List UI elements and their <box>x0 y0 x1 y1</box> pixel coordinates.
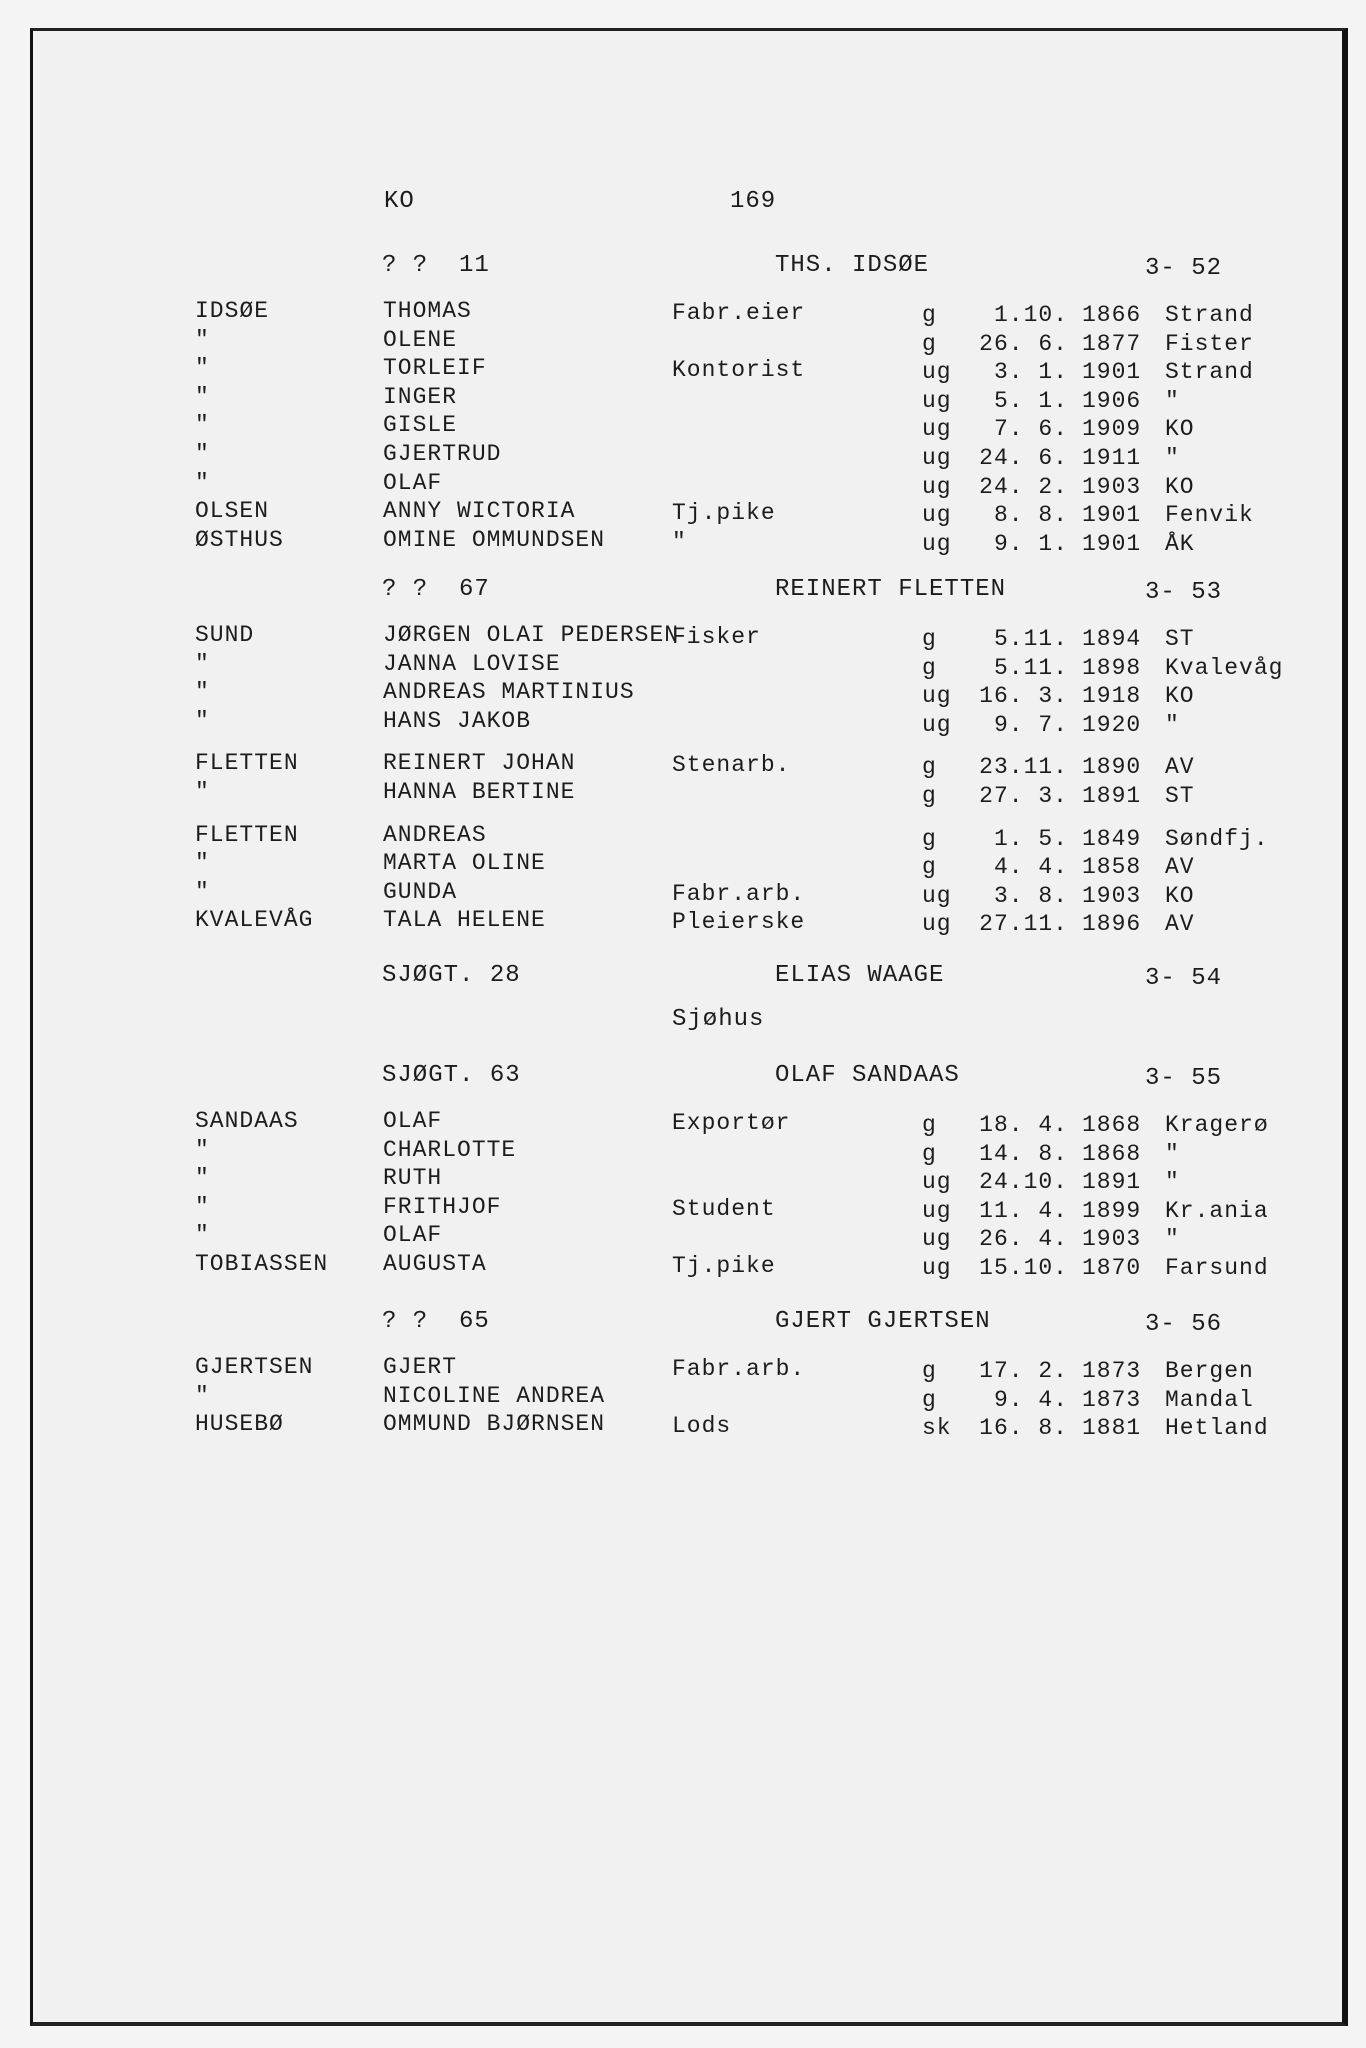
surname-cell: " <box>195 384 210 410</box>
birth-date-cell: 27.11. <box>979 911 1068 937</box>
surname-cell: " <box>195 1222 210 1248</box>
given-name-cell: REINERT JOHAN <box>383 750 576 776</box>
page-number: 169 <box>730 188 777 215</box>
occupation-cell: Fabr.eier <box>672 300 806 326</box>
occupation-cell: Kontorist <box>672 357 806 383</box>
birthplace-cell: " <box>1165 388 1180 414</box>
birth-date-cell: 5.11. <box>993 626 1068 652</box>
birthplace-cell: ST <box>1165 626 1195 652</box>
birthplace-cell: " <box>1165 1141 1180 1167</box>
given-name-cell: GISLE <box>383 412 458 438</box>
birth-date-cell: 1. 5. <box>993 826 1068 852</box>
marital-status-cell: g <box>922 626 937 652</box>
occupation-cell: " <box>672 529 687 555</box>
block-code: 3- 55 <box>1145 1065 1223 1092</box>
birth-date-cell: 24. 6. <box>979 445 1068 471</box>
birth-date-cell: 9. 4. <box>993 1387 1068 1413</box>
birthplace-cell: Strand <box>1165 359 1254 385</box>
birth-date-cell: 5.11. <box>993 655 1068 681</box>
birth-date-cell: 15.10. <box>979 1255 1068 1281</box>
birth-year-cell: 1898 <box>1082 655 1142 681</box>
surname-cell: SUND <box>195 622 255 648</box>
birth-year-cell: 1918 <box>1082 683 1142 709</box>
surname-cell: IDSØE <box>195 298 270 324</box>
given-name-cell: GUNDA <box>383 879 458 905</box>
marital-status-cell: ug <box>922 683 952 709</box>
marital-status-cell: ug <box>922 712 952 738</box>
given-name-cell: OLAF <box>383 470 443 496</box>
given-name-cell: OLAF <box>383 1222 443 1248</box>
given-name-cell: GJERTRUD <box>383 441 502 467</box>
marital-status-cell: g <box>922 1112 937 1138</box>
surname-cell: " <box>195 879 210 905</box>
birthplace-cell: KO <box>1165 416 1195 442</box>
surname-cell: FLETTEN <box>195 822 299 848</box>
birth-date-cell: 16. 3. <box>979 683 1068 709</box>
block-address: ? ? 67 <box>382 576 490 603</box>
birth-date-cell: 5. 1. <box>993 388 1068 414</box>
surname-cell: " <box>195 651 210 677</box>
marital-status-cell: g <box>922 302 937 328</box>
birth-date-cell: 26. 4. <box>979 1226 1068 1252</box>
birth-date-cell: 7. 6. <box>993 416 1068 442</box>
birth-date-cell: 27. 3. <box>979 783 1068 809</box>
given-name-cell: OMINE OMMUNDSEN <box>383 527 606 553</box>
birthplace-cell: Kragerø <box>1165 1112 1269 1138</box>
marital-status-cell: g <box>922 854 937 880</box>
birthplace-cell: ST <box>1165 783 1195 809</box>
block-owner: OLAF SANDAAS <box>775 1062 960 1089</box>
birthplace-cell: " <box>1165 1226 1180 1252</box>
birth-date-cell: 24.10. <box>979 1169 1068 1195</box>
block-code: 3- 54 <box>1145 965 1223 992</box>
birth-date-cell: 26. 6. <box>979 331 1068 357</box>
block-code: 3- 52 <box>1145 255 1223 282</box>
surname-cell: " <box>195 779 210 805</box>
given-name-cell: ANDREAS <box>383 822 487 848</box>
birth-year-cell: 1903 <box>1082 883 1142 909</box>
birthplace-cell: " <box>1165 445 1180 471</box>
birth-year-cell: 1911 <box>1082 445 1142 471</box>
block-owner: GJERT GJERTSEN <box>775 1308 991 1335</box>
birth-date-cell: 9. 7. <box>993 712 1068 738</box>
birth-year-cell: 1873 <box>1082 1387 1142 1413</box>
birth-date-cell: 14. 8. <box>979 1141 1068 1167</box>
birthplace-cell: Søndfj. <box>1165 826 1269 852</box>
marital-status-cell: ug <box>922 445 952 471</box>
given-name-cell: ANDREAS MARTINIUS <box>383 679 635 705</box>
surname-cell: SANDAAS <box>195 1108 299 1134</box>
surname-cell: ØSTHUS <box>195 527 284 553</box>
marital-status-cell: g <box>922 754 937 780</box>
birth-year-cell: 1868 <box>1082 1141 1142 1167</box>
given-name-cell: NICOLINE ANDREA <box>383 1383 606 1409</box>
surname-cell: KVALEVÅG <box>195 907 314 933</box>
birth-year-cell: 1903 <box>1082 474 1142 500</box>
marital-status-cell: ug <box>922 883 952 909</box>
birthplace-cell: AV <box>1165 911 1195 937</box>
marital-status-cell: g <box>922 1387 937 1413</box>
birth-date-cell: 11. 4. <box>979 1198 1068 1224</box>
birth-date-cell: 3. 1. <box>993 359 1068 385</box>
birth-date-cell: 9. 1. <box>993 531 1068 557</box>
birth-year-cell: 1890 <box>1082 754 1142 780</box>
surname-cell: " <box>195 1194 210 1220</box>
block-address: ? ? 11 <box>382 252 490 279</box>
surname-cell: " <box>195 1383 210 1409</box>
marital-status-cell: g <box>922 1141 937 1167</box>
surname-cell: " <box>195 327 210 353</box>
given-name-cell: HANNA BERTINE <box>383 779 576 805</box>
block-code: 3- 56 <box>1145 1311 1223 1338</box>
birth-date-cell: 17. 2. <box>979 1358 1068 1384</box>
surname-cell: " <box>195 1165 210 1191</box>
birth-year-cell: 1849 <box>1082 826 1142 852</box>
birth-year-cell: 1906 <box>1082 388 1142 414</box>
birth-year-cell: 1901 <box>1082 531 1142 557</box>
block-owner: ELIAS WAAGE <box>775 962 945 989</box>
block-address: SJØGT. 28 <box>382 962 521 989</box>
marital-status-cell: ug <box>922 502 952 528</box>
occupation-cell: Pleierske <box>672 909 806 935</box>
given-name-cell: OMMUND BJØRNSEN <box>383 1411 606 1437</box>
block-address: ? ? 65 <box>382 1308 490 1335</box>
occupation-cell: Stenarb. <box>672 752 791 778</box>
marital-status-cell: ug <box>922 1226 952 1252</box>
given-name-cell: INGER <box>383 384 458 410</box>
birth-year-cell: 1858 <box>1082 854 1142 880</box>
birth-year-cell: 1877 <box>1082 331 1142 357</box>
surname-cell: GJERTSEN <box>195 1354 314 1380</box>
occupation-cell: Fisker <box>672 624 761 650</box>
birth-date-cell: 8. 8. <box>993 502 1068 528</box>
marital-status-cell: ug <box>922 388 952 414</box>
marital-status-cell: g <box>922 783 937 809</box>
birth-year-cell: 1891 <box>1082 1169 1142 1195</box>
birthplace-cell: KO <box>1165 883 1195 909</box>
block-note: Sjøhus <box>672 1006 765 1033</box>
birthplace-cell: Kr.ania <box>1165 1198 1269 1224</box>
birth-year-cell: 1896 <box>1082 911 1142 937</box>
surname-cell: " <box>195 470 210 496</box>
birthplace-cell: AV <box>1165 854 1195 880</box>
birthplace-cell: KO <box>1165 474 1195 500</box>
birth-year-cell: 1909 <box>1082 416 1142 442</box>
given-name-cell: MARTA OLINE <box>383 850 546 876</box>
given-name-cell: ANNY WICTORIA <box>383 498 576 524</box>
surname-cell: FLETTEN <box>195 750 299 776</box>
birthplace-cell: Fister <box>1165 331 1254 357</box>
surname-cell: " <box>195 708 210 734</box>
birthplace-cell: ÅK <box>1165 531 1195 557</box>
birth-year-cell: 1901 <box>1082 502 1142 528</box>
surname-cell: " <box>195 850 210 876</box>
occupation-cell: Tj.pike <box>672 500 776 526</box>
block-address: SJØGT. 63 <box>382 1062 521 1089</box>
marital-status-cell: ug <box>922 359 952 385</box>
birth-date-cell: 16. 8. <box>979 1415 1068 1441</box>
given-name-cell: HANS JAKOB <box>383 708 532 734</box>
given-name-cell: JANNA LOVISE <box>383 651 561 677</box>
birth-date-cell: 3. 8. <box>993 883 1068 909</box>
birth-year-cell: 1873 <box>1082 1358 1142 1384</box>
occupation-cell: Fabr.arb. <box>672 1356 806 1382</box>
birth-year-cell: 1866 <box>1082 302 1142 328</box>
given-name-cell: FRITHJOF <box>383 1194 502 1220</box>
given-name-cell: TORLEIF <box>383 355 487 381</box>
block-code: 3- 53 <box>1145 579 1223 606</box>
marital-status-cell: ug <box>922 531 952 557</box>
birthplace-cell: Kvalevåg <box>1165 655 1284 681</box>
birth-date-cell: 18. 4. <box>979 1112 1068 1138</box>
birthplace-cell: " <box>1165 712 1180 738</box>
occupation-cell: Fabr.arb. <box>672 881 806 907</box>
marital-status-cell: ug <box>922 1255 952 1281</box>
given-name-cell: CHARLOTTE <box>383 1137 517 1163</box>
birthplace-cell: " <box>1165 1169 1180 1195</box>
marital-status-cell: ug <box>922 474 952 500</box>
occupation-cell: Tj.pike <box>672 1253 776 1279</box>
birthplace-cell: Bergen <box>1165 1358 1254 1384</box>
surname-cell: " <box>195 441 210 467</box>
marital-status-cell: ug <box>922 911 952 937</box>
birth-year-cell: 1920 <box>1082 712 1142 738</box>
marital-status-cell: g <box>922 655 937 681</box>
birth-year-cell: 1901 <box>1082 359 1142 385</box>
surname-cell: OLSEN <box>195 498 270 524</box>
birth-year-cell: 1894 <box>1082 626 1142 652</box>
birth-year-cell: 1891 <box>1082 783 1142 809</box>
birthplace-cell: Farsund <box>1165 1255 1269 1281</box>
birthplace-cell: Hetland <box>1165 1415 1269 1441</box>
birth-year-cell: 1881 <box>1082 1415 1142 1441</box>
marital-status-cell: sk <box>922 1415 952 1441</box>
given-name-cell: OLENE <box>383 327 458 353</box>
marital-status-cell: ug <box>922 416 952 442</box>
marital-status-cell: g <box>922 826 937 852</box>
surname-cell: " <box>195 355 210 381</box>
surname-cell: HUSEBØ <box>195 1411 284 1437</box>
given-name-cell: THOMAS <box>383 298 472 324</box>
birthplace-cell: KO <box>1165 683 1195 709</box>
birthplace-cell: AV <box>1165 754 1195 780</box>
birth-year-cell: 1903 <box>1082 1226 1142 1252</box>
birth-date-cell: 4. 4. <box>993 854 1068 880</box>
occupation-cell: Lods <box>672 1413 732 1439</box>
block-owner: THS. IDSØE <box>775 252 930 279</box>
birth-year-cell: 1899 <box>1082 1198 1142 1224</box>
marital-status-cell: ug <box>922 1198 952 1224</box>
birth-date-cell: 24. 2. <box>979 474 1068 500</box>
given-name-cell: OLAF <box>383 1108 443 1134</box>
occupation-cell: Student <box>672 1196 776 1222</box>
birthplace-cell: Mandal <box>1165 1387 1254 1413</box>
birth-year-cell: 1870 <box>1082 1255 1142 1281</box>
surname-cell: " <box>195 1137 210 1163</box>
district-label: KO <box>384 188 415 215</box>
given-name-cell: GJERT <box>383 1354 458 1380</box>
birth-year-cell: 1868 <box>1082 1112 1142 1138</box>
occupation-cell: Exportør <box>672 1110 791 1136</box>
surname-cell: " <box>195 679 210 705</box>
birth-date-cell: 23.11. <box>979 754 1068 780</box>
block-owner: REINERT FLETTEN <box>775 576 1007 603</box>
marital-status-cell: g <box>922 331 937 357</box>
marital-status-cell: g <box>922 1358 937 1384</box>
birth-date-cell: 1.10. <box>993 302 1068 328</box>
given-name-cell: TALA HELENE <box>383 907 546 933</box>
given-name-cell: JØRGEN OLAI PEDERSEN <box>383 622 680 648</box>
marital-status-cell: ug <box>922 1169 952 1195</box>
given-name-cell: AUGUSTA <box>383 1251 487 1277</box>
surname-cell: TOBIASSEN <box>195 1251 329 1277</box>
birthplace-cell: Fenvik <box>1165 502 1254 528</box>
birthplace-cell: Strand <box>1165 302 1254 328</box>
given-name-cell: RUTH <box>383 1165 443 1191</box>
surname-cell: " <box>195 412 210 438</box>
